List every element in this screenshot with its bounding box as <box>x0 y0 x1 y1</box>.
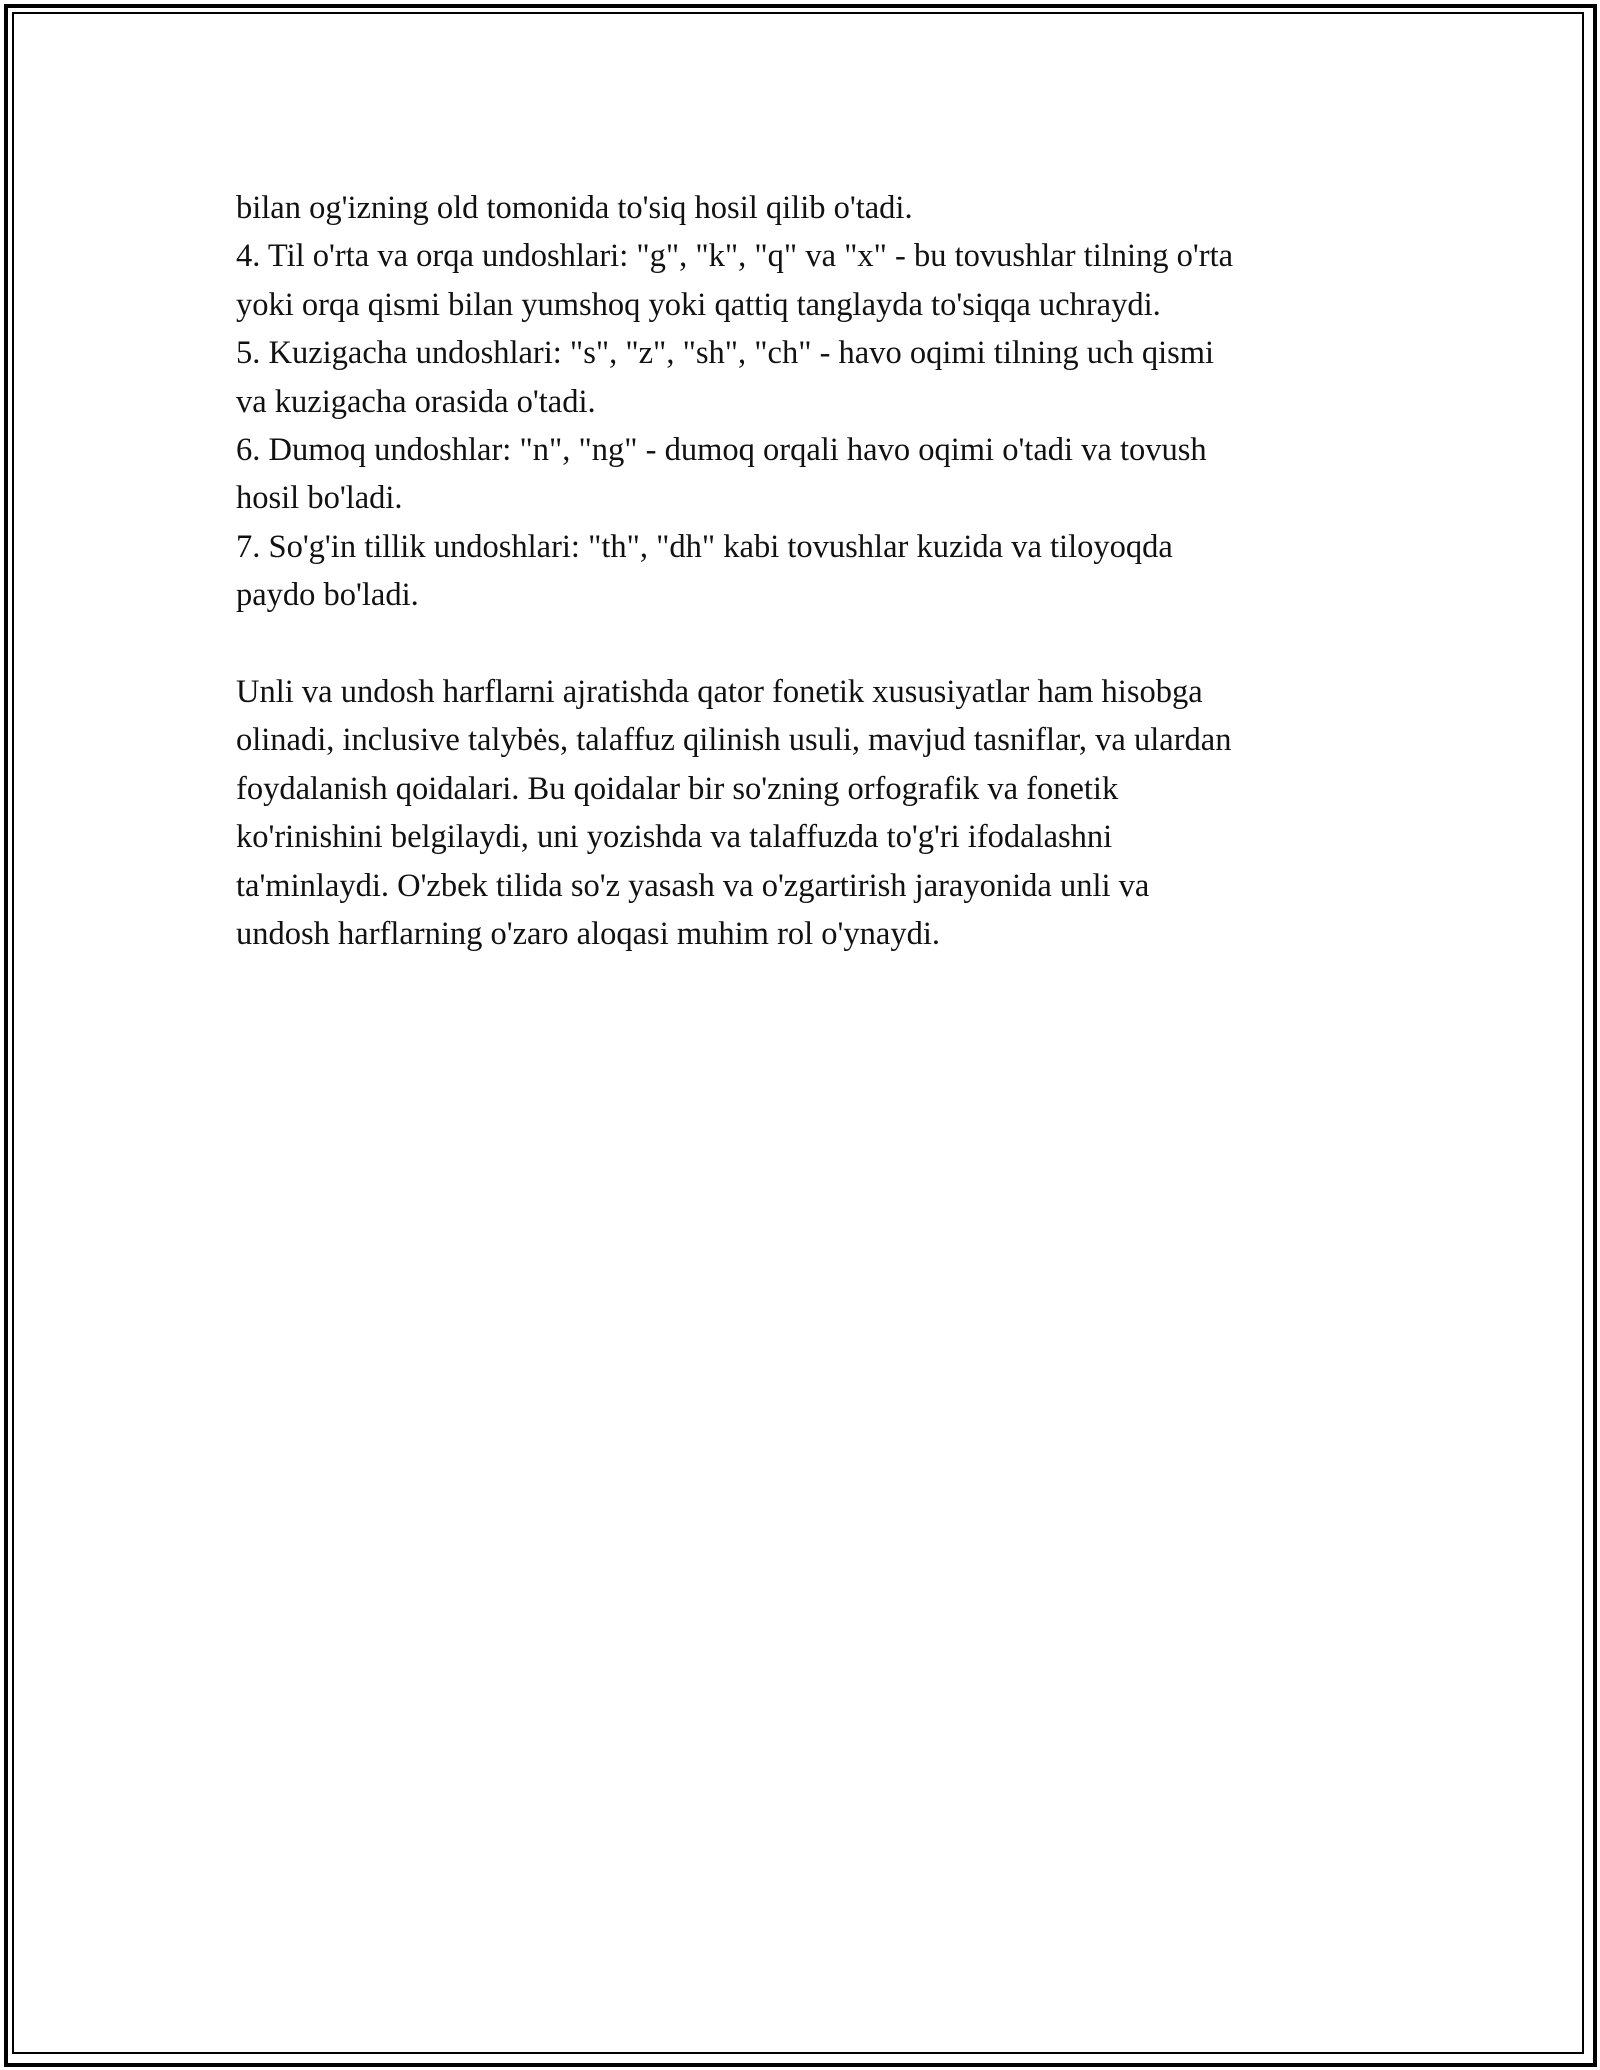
text-line: undosh harflarning o'zaro aloqasi muhim rol o'ynaydi. <box>236 916 940 953</box>
list-item-4: 4. Til o'rta va orqa undoshlari: "g", "k", "q" va "x" - bu tovushlar tilning o'rta <box>236 238 1234 275</box>
text-line: paydo bo'ladi. <box>236 577 419 614</box>
text-line: hosil bo'ladi. <box>236 480 403 517</box>
text-line: ta'minlaydi. O'zbek tilida so'z yasash va o'zgartirish jarayonida unli va <box>236 867 1150 904</box>
consonant-list-block <box>236 184 1376 620</box>
list-item-6: 6. Dumoq undoshlar: "n", "ng" - dumoq orqali havo oqimi o'tadi va tovush <box>236 432 1207 469</box>
text-line: Unli va undosh harflarni ajratishda qator fonetik xususiyatlar ham hisobga <box>236 674 1203 711</box>
text-line: olinadi, inclusive talybės, talaffuz qilinish usuli, mavjud tasniflar, va ulardan <box>236 722 1232 759</box>
text-line: ko'rinishini belgilaydi, uni yozishda va talaffuzda to'g'ri ifodalashni <box>236 819 1113 856</box>
text-line: yoki orqa qismi bilan yumshoq yoki qattiq tanglayda to'siqqa uchraydi. <box>236 286 1161 323</box>
text-line: foydalanish qoidalari. Bu qoidalar bir so'zning orfografik va fonetik <box>236 770 1119 807</box>
summary-paragraph <box>236 668 1376 958</box>
document-body <box>236 184 1376 958</box>
text-line: va kuzigacha orasida o'tadi. <box>236 383 596 420</box>
list-item-7: 7. So'g'in tillik undoshlari: "th", "dh" kabi tovushlar kuzida va tiloyoqda <box>236 528 1173 565</box>
list-item-5: 5. Kuzigacha undoshlari: "s", "z", "sh", "ch" - havo oqimi tilning uch qismi <box>236 335 1215 372</box>
text-line: bilan og'izning old tomonida to'siq hosil qilib o'tadi. <box>236 190 913 226</box>
paragraph-spacer <box>236 620 1376 668</box>
